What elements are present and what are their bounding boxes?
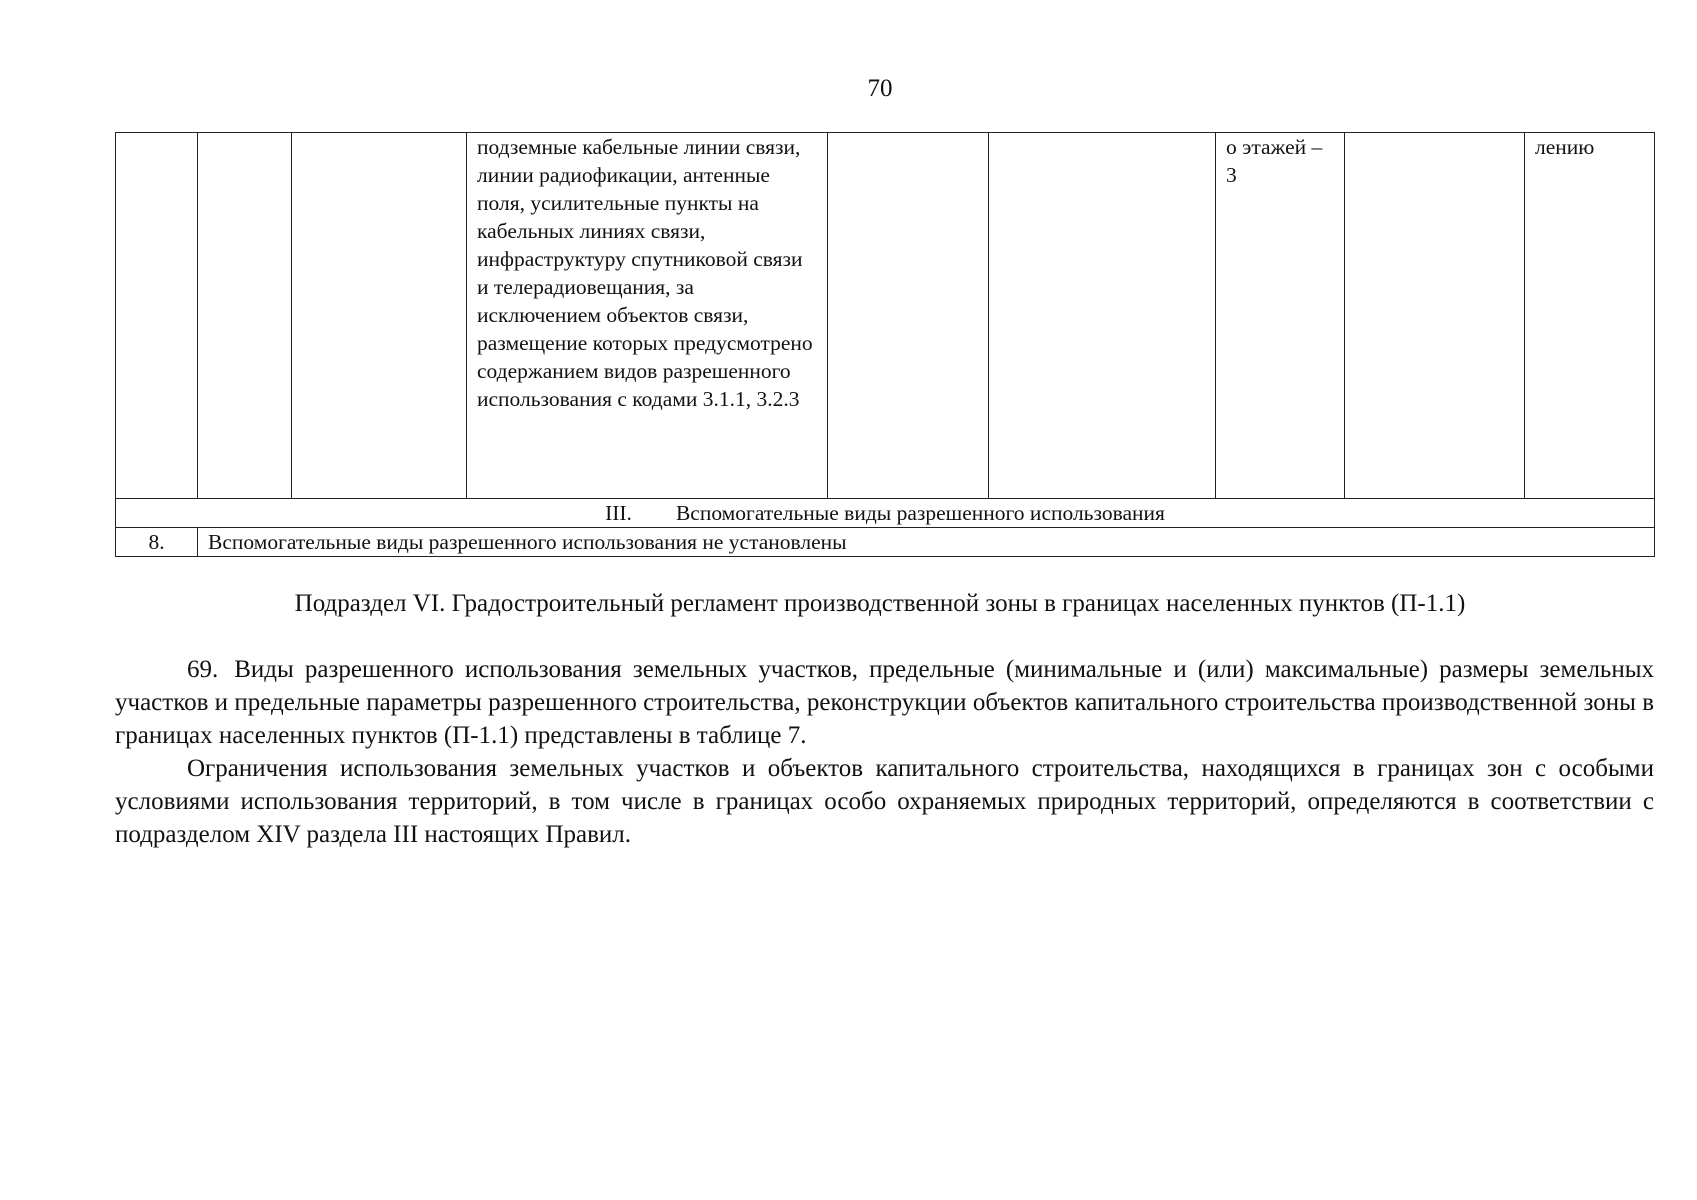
- table-row-continuation: [116, 133, 1655, 499]
- table-cell-empty: [116, 133, 198, 499]
- paragraph-restrictions: Ограничения использования земельных участков и объектов капитального строительства, находящихся в границах зон с особыми условиями использования территорий, в том числе в границах особо охраняемых природных территорий, определяются в соответствии с подразделом XIV раздела III настоящих Правил.: [115, 755, 1654, 848]
- table-row-item: [116, 528, 1655, 557]
- table-cell-empty: [989, 133, 1216, 499]
- table-cell-empty: [828, 133, 989, 499]
- paragraph-number: 69.: [187, 656, 219, 683]
- table-cell-empty: [292, 133, 467, 499]
- table-cell-last-column: лению: [1525, 133, 1655, 499]
- table-cell-floors: о этажей – 3: [1216, 133, 1345, 499]
- section-title: Вспомогательные виды разрешенного использования: [675, 501, 1165, 525]
- table-cell-item-number: 8.: [116, 528, 198, 557]
- subsection-title: Подраздел VI. Градостроительный регламент производственной зоны в границах населенных пунктов (П-1.1): [294, 590, 1466, 617]
- regulation-table: [115, 132, 1655, 557]
- table-row-section-header: [116, 499, 1655, 528]
- table-section-heading: [116, 499, 1655, 528]
- section-number: III.: [605, 501, 632, 525]
- table-cell-empty: [198, 133, 292, 499]
- page-number: 70: [867, 75, 893, 102]
- paragraph-text: Виды разрешенного использования земельных участков, предельные (минимальные и (или) максимальные) размеры земельных участков и предельные параметры разрешенного строительства, реконструкции объектов капитального строительства производственной зоны в границах населенных пунктов (П-1.1) представлены в таблице 7.: [115, 656, 1654, 749]
- table-cell-item-text: Вспомогательные виды разрешенного использования не установлены: [198, 528, 1655, 557]
- table-cell-description: подземные кабельные линии связи, линии радиофикации, антенные поля, усилительные пункты на кабельных линиях связи, инфраструктуру спутниковой связи и телерадиовещания, за исключением объектов связи, размещение которых предусмотрено содержанием видов разрешенного использования с кодами 3.1.1, 3.2.3: [467, 133, 828, 499]
- table-cell-empty: [1345, 133, 1525, 499]
- paragraph-69: [115, 653, 1654, 752]
